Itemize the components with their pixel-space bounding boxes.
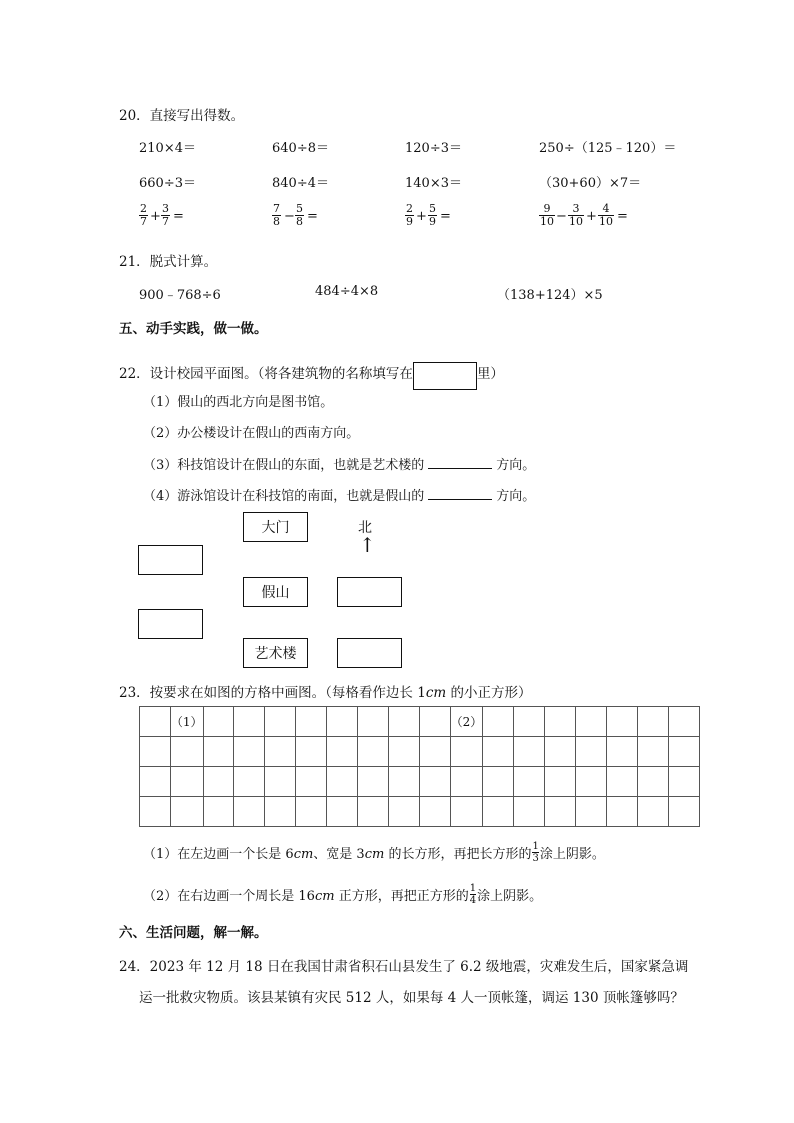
fraction: $\frac{1}{4}$ xyxy=(469,883,477,906)
q20-r2-c4: （30+60）×7＝ xyxy=(539,176,642,191)
answer-box-northwest[interactable] xyxy=(138,545,203,575)
text: 、宽是 3 xyxy=(313,847,365,862)
section-5-title: 五、动手实践，做一做。 xyxy=(119,321,268,337)
q20-r2-c2: 840÷4＝ xyxy=(272,176,329,191)
q20-r2-c1: 660÷3＝ xyxy=(139,176,196,191)
q24-line-2: 运一批救灾物质。该县某镇有灾民 512 人，如果每 4 人一顶帐篷，调运 130 顶帐篷够吗？ xyxy=(139,990,684,1006)
art-building-box: 艺术楼 xyxy=(243,638,308,668)
q22-item-4-suffix: 方向。 xyxy=(496,489,536,504)
text: （2）在右边画一个周长是 16 xyxy=(143,889,315,904)
text: 涂上阴影。 xyxy=(539,847,605,862)
hill-box: 假山 xyxy=(243,577,308,607)
q21-item-1: 900﹣768÷6 xyxy=(139,288,221,303)
q22-item-4-text: （4）游泳馆设计在科技馆的南面，也就是假山的 xyxy=(143,489,425,504)
q20-r1-c4: 250÷（125﹣120）＝ xyxy=(539,141,677,156)
q20-r2-c3: 140×3＝ xyxy=(405,176,462,191)
q21-title: 21．脱式计算。 xyxy=(119,254,218,270)
q23-item-1 xyxy=(143,843,605,866)
text: 的长方形，再把长方形的 xyxy=(384,847,532,862)
op: − xyxy=(556,209,567,224)
op: − xyxy=(284,209,295,224)
op: + xyxy=(586,209,597,224)
frac: $\frac{5}{8}$ xyxy=(296,202,303,228)
text: 涂上阴影。 xyxy=(477,889,543,904)
op: = xyxy=(440,209,451,224)
north-label: 北 xyxy=(358,520,372,536)
fraction: $\frac{1}{3}$ xyxy=(532,841,539,864)
op: = xyxy=(173,209,184,224)
frac: $\frac{7}{8}$ xyxy=(273,202,280,228)
frac: $\frac{2}{7}$ xyxy=(140,202,147,228)
grid-label-2: （2） xyxy=(450,707,483,737)
q21-item-3: （138+124）×5 xyxy=(497,288,603,303)
q22-item-3 xyxy=(143,454,535,473)
frac: $\frac{4}{10}$ xyxy=(599,202,613,228)
frac: $\frac{9}{10}$ xyxy=(540,202,554,228)
q20-title: 20．直接写出得数。 xyxy=(119,108,245,124)
q22-item-3-text: （3）科技馆设计在假山的东面，也就是艺术楼的 xyxy=(143,458,425,473)
north-arrow-icon: ↑ xyxy=(359,533,376,557)
gate-box: 大门 xyxy=(243,512,308,542)
unit: cm xyxy=(425,685,447,701)
op: = xyxy=(617,209,628,224)
answer-box-southeast[interactable] xyxy=(337,638,402,668)
text: 正方形，再把正方形的 xyxy=(334,889,469,904)
sample-answer-box xyxy=(413,362,477,390)
op: = xyxy=(307,209,318,224)
op: + xyxy=(150,209,161,224)
q22-item-2: （2）办公楼设计在假山的西南方向。 xyxy=(143,426,360,441)
unit: cm xyxy=(293,847,314,862)
drawing-grid[interactable] xyxy=(139,706,700,827)
q24-line-1: 24．2023 年 12 月 18 日在我国甘肃省积石山县发生了 6.2 级地震，灾难发生后，国家紧急调 xyxy=(119,959,689,975)
q23-title-pre: 23．按要求在如图的方格中画图。（每格看作边长 1 xyxy=(119,685,426,701)
unit: cm xyxy=(364,847,385,862)
q23-title-post: 的小正方形） xyxy=(446,685,532,701)
answer-box-southwest[interactable] xyxy=(138,609,203,639)
q23-title xyxy=(119,681,531,701)
section-6-title: 六、生活问题，解一解。 xyxy=(119,925,268,941)
q23-item-2 xyxy=(143,885,542,908)
q22-title-pre: 22．设计校园平面图。（将各建筑物的名称填写在 xyxy=(119,366,413,382)
q22-item-3-suffix: 方向。 xyxy=(496,458,536,473)
frac: $\frac{2}{9}$ xyxy=(406,202,413,228)
answer-blank[interactable] xyxy=(428,456,492,469)
q20-r1-c2: 640÷8＝ xyxy=(272,141,329,156)
q22-item-1: （1）假山的西北方向是图书馆。 xyxy=(143,395,334,410)
q20-r1-c3: 120÷3＝ xyxy=(405,141,462,156)
grid-label-1: （1） xyxy=(170,707,203,737)
unit: cm xyxy=(314,889,335,904)
op: + xyxy=(416,209,427,224)
text: （1）在左边画一个长是 6 xyxy=(143,847,294,862)
q22-title xyxy=(119,362,504,390)
frac: $\frac{5}{9}$ xyxy=(429,202,436,228)
frac: $\frac{3}{10}$ xyxy=(569,202,583,228)
q22-item-4 xyxy=(143,485,535,504)
q21-item-2: 484÷4×8 xyxy=(315,284,379,299)
q22-title-post: 里） xyxy=(476,366,504,382)
q20-r1-c1: 210×4＝ xyxy=(139,141,196,156)
frac: $\frac{3}{7}$ xyxy=(162,202,169,228)
answer-box-east[interactable] xyxy=(337,577,402,607)
answer-blank[interactable] xyxy=(428,487,492,500)
